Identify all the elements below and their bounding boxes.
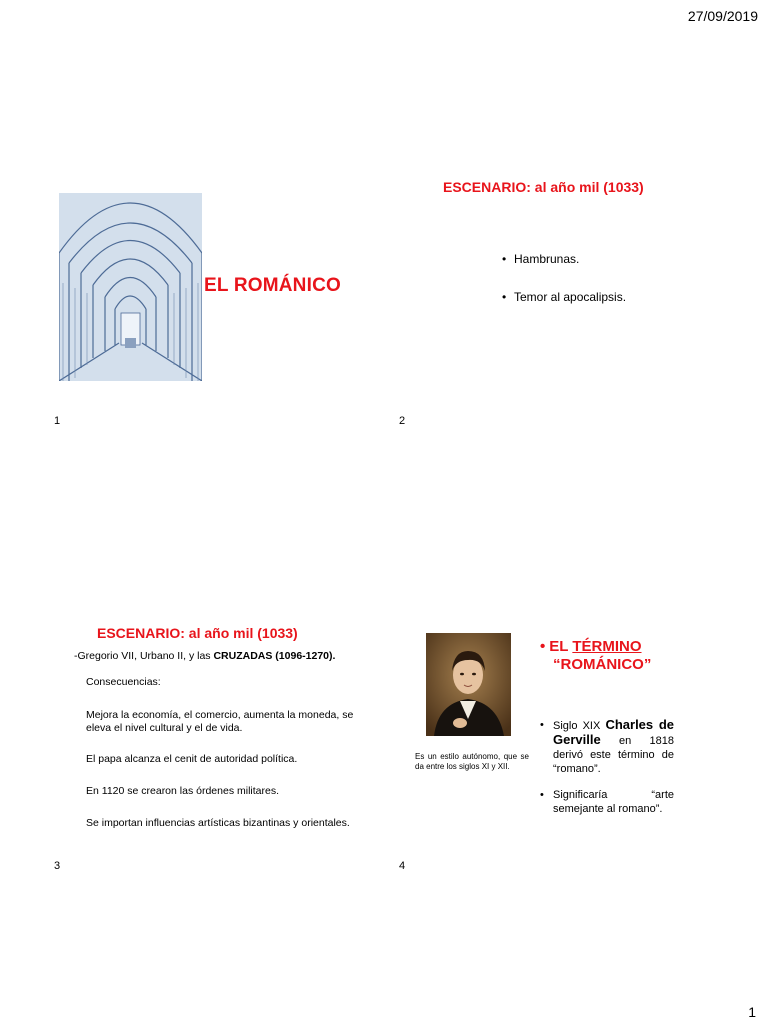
slide4-number: 4 [399, 860, 406, 872]
slide3-intro-prefix: -Gregorio VII, Urbano II, y las [74, 650, 214, 662]
slide3-consecuencias-label: Consecuencias: [86, 676, 161, 688]
slide3-title: ESCENARIO: al año mil (1033) [97, 625, 298, 641]
slide2-title: ESCENARIO: al año mil (1033) [443, 179, 644, 195]
document-date: 27/09/2019 [687, 8, 758, 24]
slide3-item-4: Se importan influencias artísticas bizantinas y orientales. [86, 817, 350, 829]
slide3-intro-cruzadas: CRUZADAS (1096-1270). [213, 650, 336, 662]
slide4-bullet-2-text: Significaría “arte semejante al romano”. [553, 789, 674, 815]
slide3-intro [74, 650, 335, 663]
slide3-item-2: El papa alcanza el cenit de autoridad política. [86, 753, 298, 765]
slide3-number: 3 [54, 860, 61, 872]
slide2-bullet-1: • Hambrunas. [514, 252, 579, 266]
page-number: 1 [748, 1004, 756, 1020]
charles-de-gerville-portrait [426, 633, 511, 736]
slide4-heading-termino: TÉRMINO [572, 638, 642, 655]
slide3-item-3: En 1120 se crearon las órdenes militares. [86, 785, 279, 797]
slide1-title: EL ROMÁNICO [204, 275, 341, 296]
slide4-bullet-2: • Significaría “arte semejante al romano”. [540, 789, 674, 815]
slide4-caption: Es un estilo autónomo, que se da entre los siglos XI y XII. [415, 752, 529, 771]
slide3-item-1: Mejora la economía, el comercio, aumenta la moneda, se eleva el nivel cultural y el de vida. [86, 709, 354, 734]
slide4-bullet-1: • Siglo XIX Charles de Gerville en 1818 derivó este término de “romano”. [540, 717, 674, 775]
slide2-bullet-2: • Temor al apocalipsis. [514, 290, 626, 304]
slide4-bullet-1-suffix: en 1818 derivó este término de “romano”. [553, 735, 674, 775]
slide4-heading-line2: “ROMÁNICO” [553, 656, 652, 673]
slide4-heading-prefix: EL [549, 638, 573, 655]
cathedral-interior-image [59, 193, 202, 381]
slide4-heading-line1: • EL TÉRMINO [540, 638, 642, 655]
slide2-number: 2 [399, 415, 406, 427]
slide4-heading [540, 638, 651, 674]
slide1-number: 1 [54, 415, 61, 427]
slide4-bullet-1-name: Charles de Gerville [553, 717, 674, 747]
slide4-bullet-1-prefix: Siglo XIX [553, 720, 606, 732]
